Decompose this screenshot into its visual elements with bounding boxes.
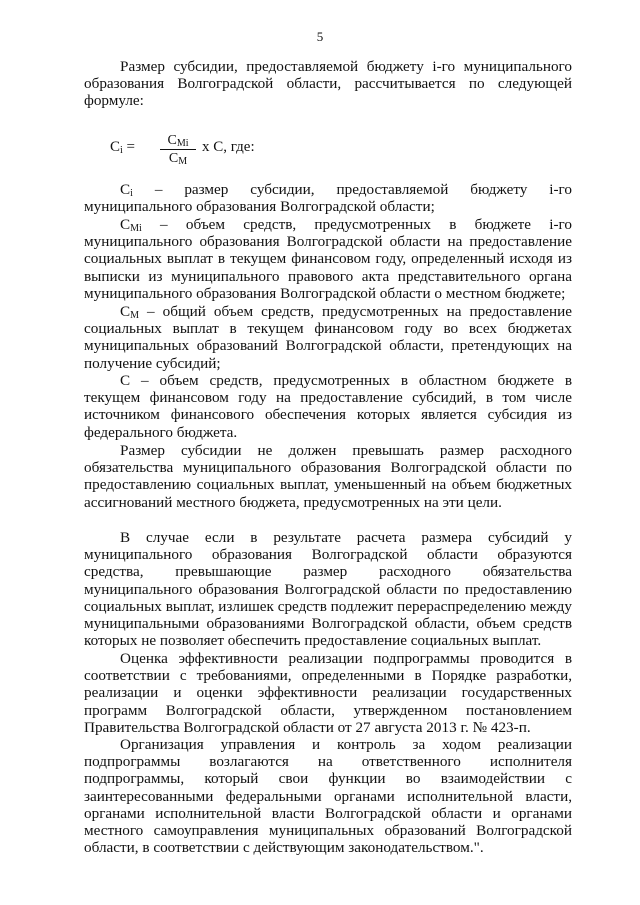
formula-lhs-symbol: C [110,139,121,155]
formula-lhs [110,139,135,156]
formula-num-subscript: Mi [176,138,189,149]
definition-cmi [84,216,572,302]
paragraph-subsidy-limit: Размер субсидии не должен превышать размер расходного обязательства муниципального образования Волгоградской области по предоставлению социальных выплат, уменьшенный на объем бюджетных ассигнований местного бюджета, предусмотренных на эти цели. [84,442,572,511]
formula-fraction-bar [160,149,196,150]
definition-cmi-text: – объем средств, предусмотренных в бюджете i-го муниципального образования Волгоградской области на предоставление социальных выплат в текущем финансовом году, определенный исходя из выписки из муниципального правового акта представительного органа муниципального образования Волгоградской области о местном бюджете; [84,216,572,302]
formula-num-symbol: C [167,133,177,148]
formula-denominator [160,151,196,166]
formula-lhs-subscript: i [120,145,123,156]
definition-cmi-symbol: C [120,216,131,233]
formula-den-symbol: C [168,151,179,166]
paragraph-redistribution: В случае если в результате расчета размера субсидий у муниципального образования Волгоградской области образуются средства, превышающие размер расходного обязательства муниципального образования Волгоградской области по предоставлению социальных выплат, излишек средств подлежит перераспределению между муниципальными образованиями Волгоградской области, объем средств которых не позволяет обеспечить предоставление социальных выплат. [84,529,572,650]
definition-ci [84,181,572,215]
intro-paragraph: Размер субсидии, предоставляемой бюджету i-го муниципального образования Волгоградской области, рассчитывается по следующей формуле: [84,58,572,110]
definition-ci-symbol: C [120,181,131,198]
definition-c: С – объем средств, предусмотренных в областном бюджете в текущем финансовом году на предоставление субсидий, в том числе источником финансового обеспечения которых является субсидия из федерального бюджета. [84,372,572,441]
definition-cm [84,303,572,372]
definition-cm-symbol: C [120,303,131,320]
formula-equals: = [126,139,136,155]
formula-fraction [160,133,196,166]
page-number: 5 [316,29,324,44]
formula-rhs: x C, где: [202,139,255,155]
definition-cm-text: – общий объем средств, предусмотренных на предоставление социальных выплат в текущем финансовом году во всех бюджетах муниципальных образований Волгоградской области, претендующих на получение субсидий; [84,303,572,372]
formula-numerator [160,133,196,148]
paragraph-efficiency: Оценка эффективности реализации подпрограммы проводится в соответствии с требованиями, определенными в Порядке разработки, реализации и оценки эффективности реализации государственных программ Волгоградской области, утвержденном постановлением Правительства Волгоградской области от 27 августа 2013 г. № 423-п. [84,650,572,736]
subsidy-formula [110,133,370,167]
definition-ci-text: – размер субсидии, предоставляемой бюджету i-го муниципального образования Волгоградской области; [84,181,572,216]
paragraph-management: Организация управления и контроль за ходом реализации подпрограммы возлагаются на ответственного исполнителя подпрограммы, который свои функции во взаимодействии с заинтересованными федеральными органами исполнительной власти, органами исполнительной власти Волгоградской области и органами местного самоуправления муниципальных образований Волгоградской области, в соответствии с действующим законодательством.". [84,736,572,857]
definition-cmi-subscript: Mi [130,223,142,234]
definition-cm-subscript: M [130,310,140,321]
definition-ci-subscript: i [130,188,133,199]
formula-den-subscript: M [178,156,188,167]
